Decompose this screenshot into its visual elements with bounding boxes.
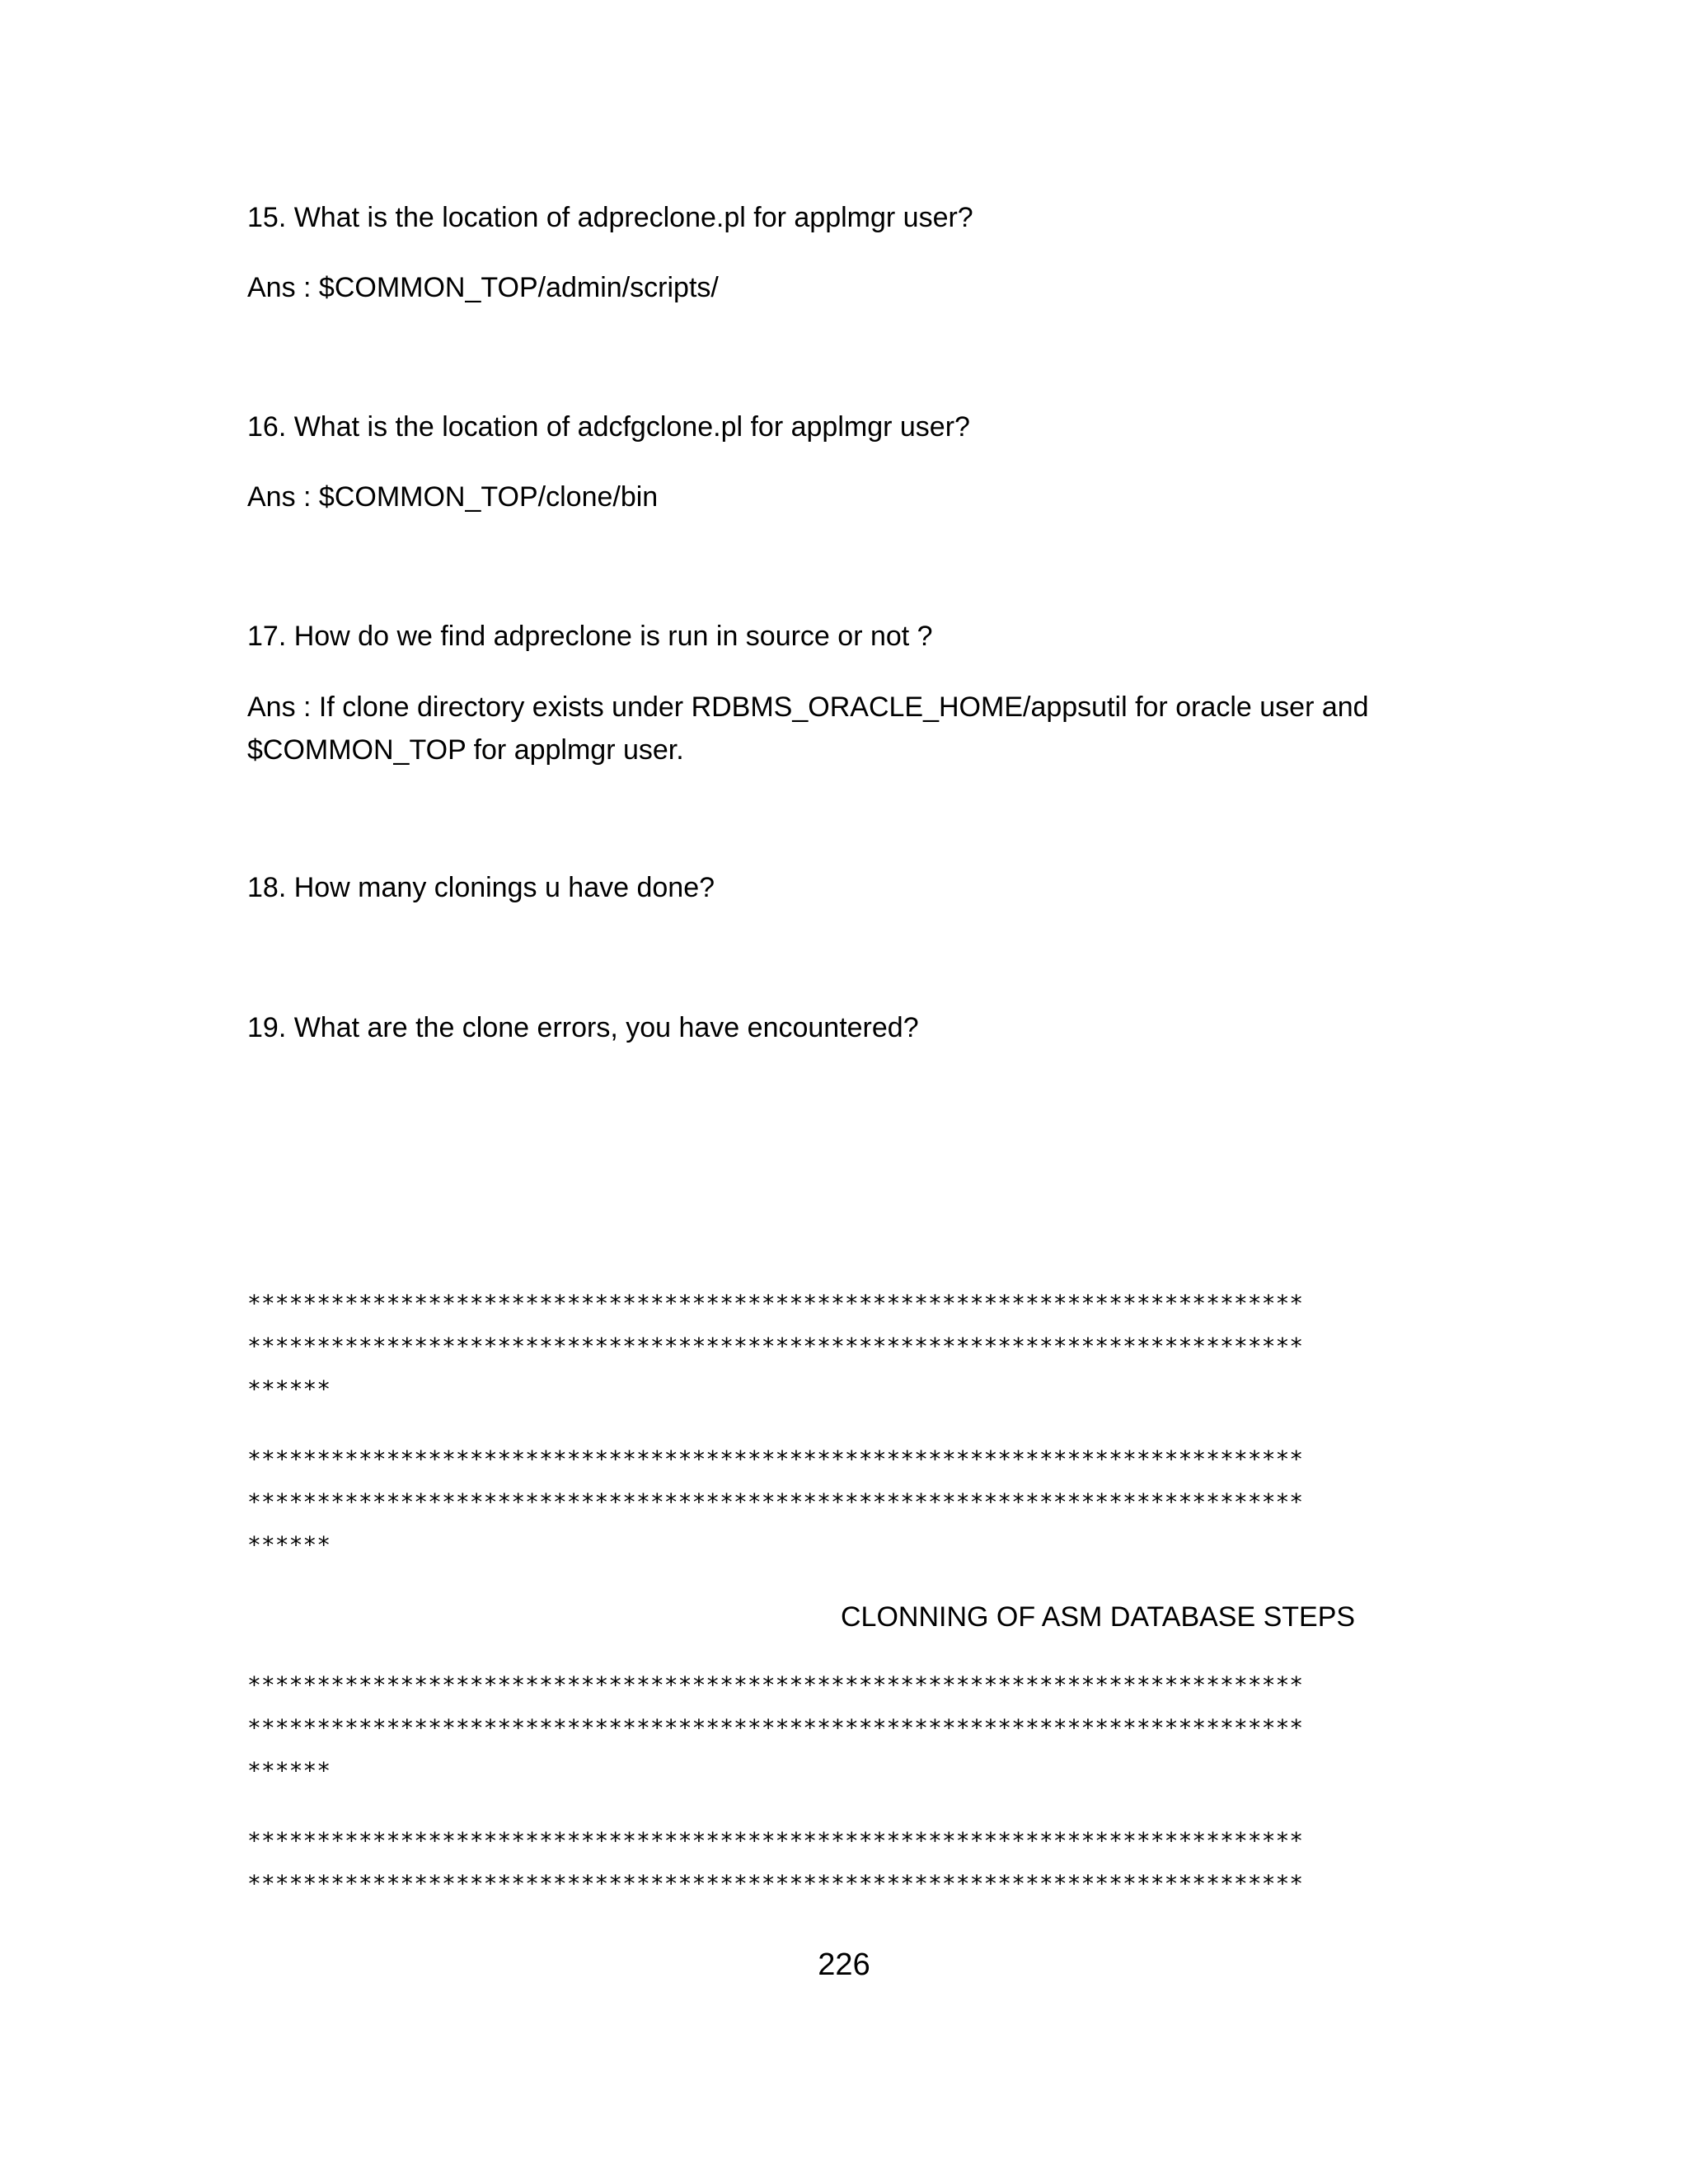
answer-17-line-2: $COMMON_TOP for applmgr user. bbox=[247, 734, 684, 766]
separator-line: **************************************************************************** bbox=[247, 1290, 1304, 1317]
question-19: 19. What are the clone errors, you have encountered? bbox=[247, 1012, 919, 1043]
separator-line-short: ****** bbox=[247, 1531, 331, 1558]
question-16: 16. What is the location of adcfgclone.pl for applmgr user? bbox=[247, 411, 970, 443]
answer-16: Ans : $COMMON_TOP/clone/bin bbox=[247, 481, 659, 513]
separator-line: **************************************************************************** bbox=[247, 1671, 1304, 1699]
separator-line: **************************************************************************** bbox=[247, 1827, 1304, 1854]
separator-line-short: ****** bbox=[247, 1376, 331, 1403]
answer-17-line-1: Ans : If clone directory exists under RDBMS_ORACLE_HOME/appsutil for oracle user and bbox=[247, 691, 1369, 723]
page-number: 226 bbox=[818, 1947, 870, 1982]
separator-line: **************************************************************************** bbox=[247, 1446, 1304, 1473]
separator-line: **************************************************************************** bbox=[247, 1488, 1304, 1516]
separator-line: **************************************************************************** bbox=[247, 1333, 1304, 1360]
answer-15: Ans : $COMMON_TOP/admin/scripts/ bbox=[247, 272, 719, 303]
question-17: 17. How do we find adpreclone is run in source or not ? bbox=[247, 621, 933, 652]
separator-line: **************************************************************************** bbox=[247, 1870, 1304, 1897]
separator-line: **************************************************************************** bbox=[247, 1714, 1304, 1741]
question-15: 15. What is the location of adpreclone.pl for applmgr user? bbox=[247, 202, 973, 233]
separator-line-short: ****** bbox=[247, 1757, 331, 1784]
section-heading: CLONNING OF ASM DATABASE STEPS bbox=[841, 1601, 1356, 1633]
question-18: 18. How many clonings u have done? bbox=[247, 872, 715, 903]
